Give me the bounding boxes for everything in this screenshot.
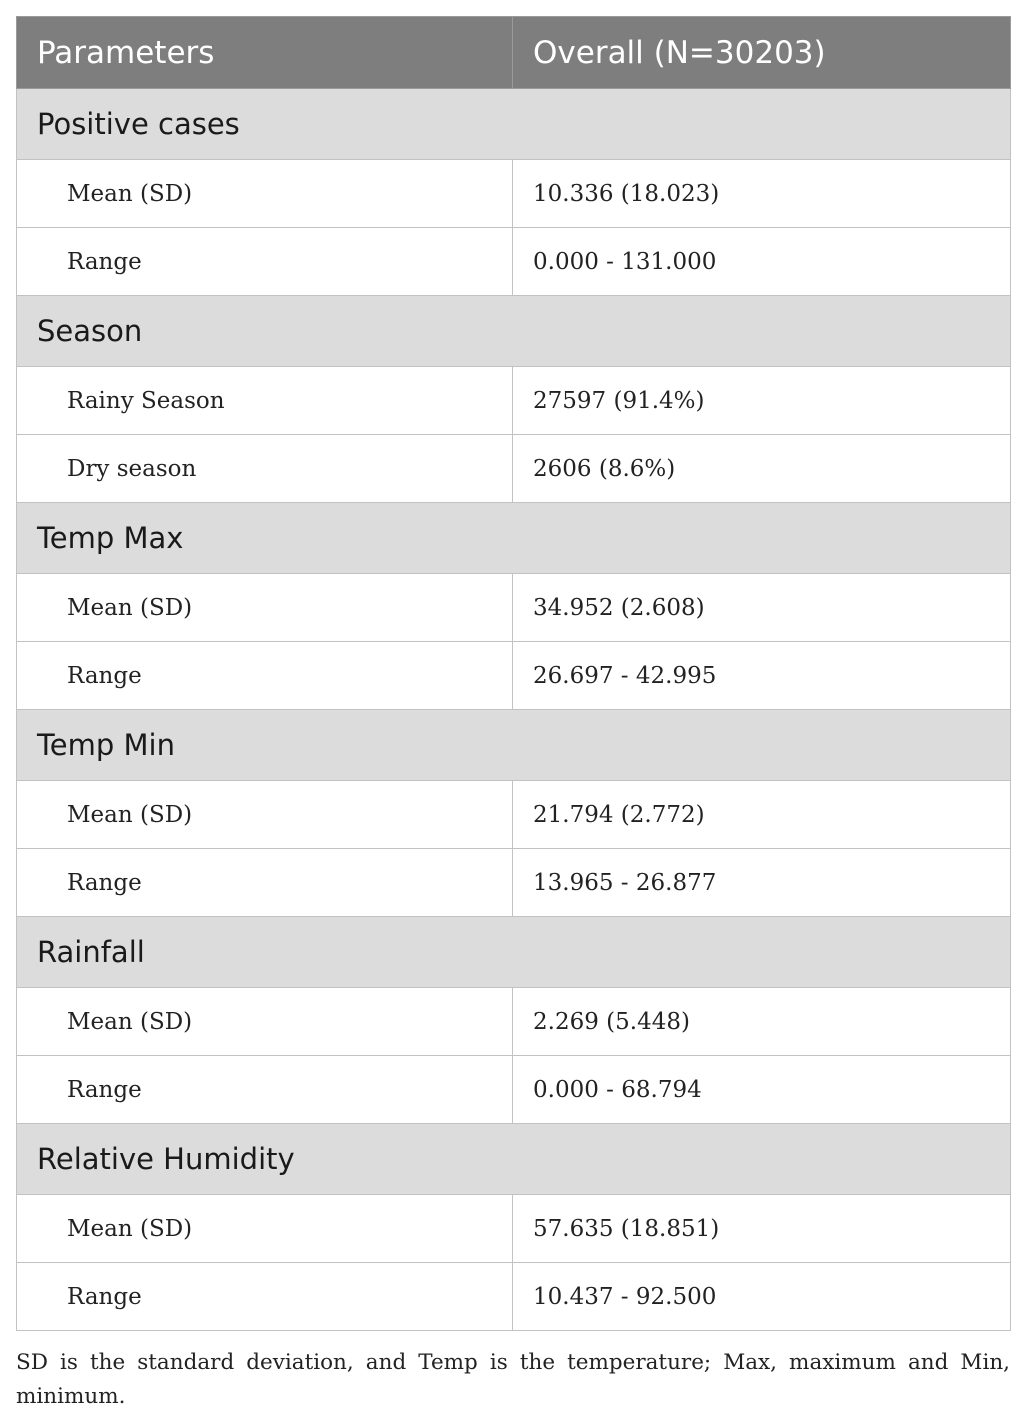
row-label: Mean (SD) [17, 988, 513, 1056]
table-row [17, 849, 1011, 917]
header-overall: Overall (N=30203) [513, 17, 1011, 89]
row-label: Mean (SD) [17, 160, 513, 228]
table-header-row [17, 17, 1011, 89]
section-title: Season [17, 296, 1011, 367]
section-row-positive-cases [17, 89, 1011, 160]
table-row [17, 1056, 1011, 1124]
row-value: 2606 (8.6%) [513, 435, 1011, 503]
section-row-rainfall [17, 917, 1011, 988]
row-value: 27597 (91.4%) [513, 367, 1011, 435]
row-value: 57.635 (18.851) [513, 1195, 1011, 1263]
row-label: Range [17, 228, 513, 296]
table-row [17, 228, 1011, 296]
table-row [17, 367, 1011, 435]
table-row [17, 1195, 1011, 1263]
row-label: Range [17, 1263, 513, 1331]
summary-table [16, 16, 1011, 1331]
data-table-container [16, 16, 1010, 1331]
row-value: 26.697 - 42.995 [513, 642, 1011, 710]
table-row [17, 1263, 1011, 1331]
section-title: Relative Humidity [17, 1124, 1011, 1195]
row-value: 0.000 - 131.000 [513, 228, 1011, 296]
row-label: Mean (SD) [17, 781, 513, 849]
section-title: Temp Min [17, 710, 1011, 781]
table-row [17, 435, 1011, 503]
table-row [17, 574, 1011, 642]
row-label: Dry season [17, 435, 513, 503]
table-row [17, 160, 1011, 228]
section-row-temp-min [17, 710, 1011, 781]
row-value: 10.336 (18.023) [513, 160, 1011, 228]
section-row-season [17, 296, 1011, 367]
header-parameters: Parameters [17, 17, 513, 89]
section-row-temp-max [17, 503, 1011, 574]
row-label: Rainy Season [17, 367, 513, 435]
section-title: Temp Max [17, 503, 1011, 574]
section-title: Positive cases [17, 89, 1011, 160]
row-value: 2.269 (5.448) [513, 988, 1011, 1056]
row-value: 13.965 - 26.877 [513, 849, 1011, 917]
table-footnote: SD is the standard deviation, and Temp is the temperature; Max, maximum and Min, minimum. [16, 1350, 1010, 1409]
row-value: 21.794 (2.772) [513, 781, 1011, 849]
table-row [17, 988, 1011, 1056]
row-label: Range [17, 642, 513, 710]
row-value: 0.000 - 68.794 [513, 1056, 1011, 1124]
table-row [17, 642, 1011, 710]
row-value: 34.952 (2.608) [513, 574, 1011, 642]
row-label: Range [17, 1056, 513, 1124]
row-label: Mean (SD) [17, 574, 513, 642]
table-row [17, 781, 1011, 849]
row-label: Range [17, 849, 513, 917]
section-title: Rainfall [17, 917, 1011, 988]
section-row-relative-humidity [17, 1124, 1011, 1195]
row-value: 10.437 - 92.500 [513, 1263, 1011, 1331]
row-label: Mean (SD) [17, 1195, 513, 1263]
